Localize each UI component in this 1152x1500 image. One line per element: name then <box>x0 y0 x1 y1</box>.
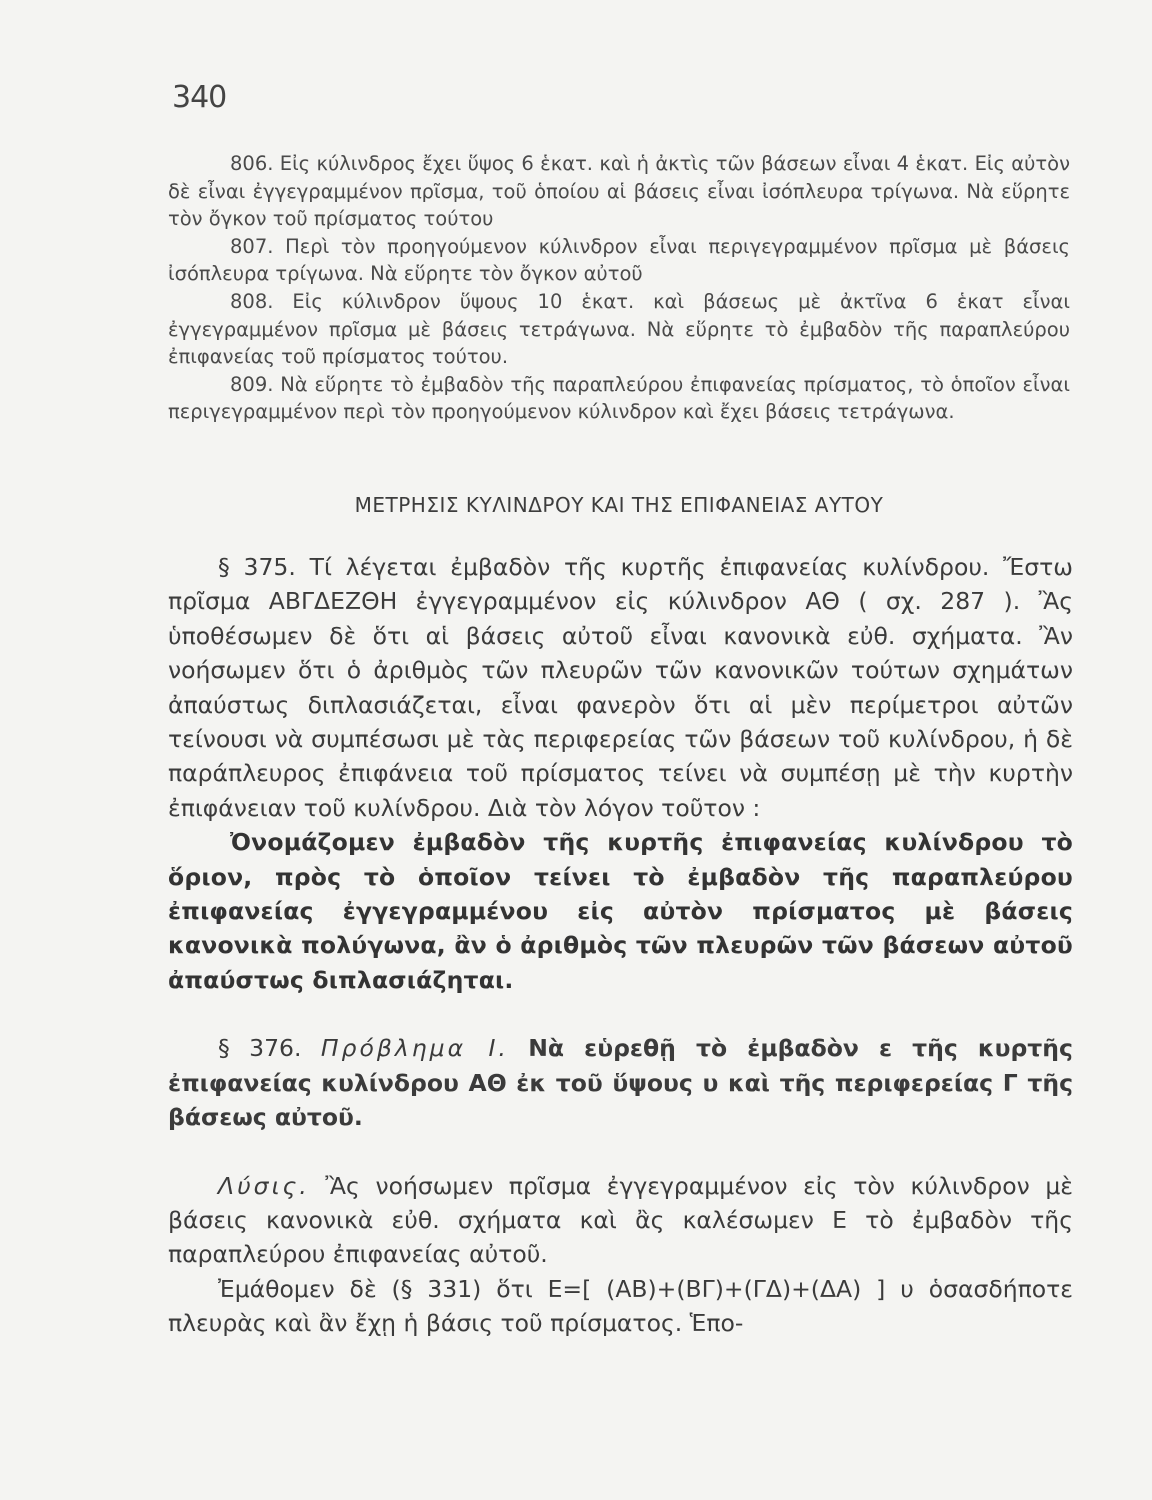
problem-statement: Νὰ εὑρεθῇ τὸ ἐμβαδὸν ε τῆς κυρτῆς ἐπιφανείας κυλίνδρου ΑΘ ἐκ τοῦ ὕψους υ καὶ τῆς περιφερείας Γ τῆς βάσεως αὐτοῦ. <box>168 1034 1073 1132</box>
exercise-list <box>168 150 1070 426</box>
solution-continuation: Ἐμάθομεν δὲ (§ 331) ὅτι Ε=[ (ΑΒ)+(ΒΓ)+(ΓΔ)+(ΔΑ) ] υ ὁσασδήποτε πλευρὰς καὶ ἂν ἔχῃ ἡ βάσις τοῦ πρίσματος. Ἑπο- <box>168 1274 1073 1338</box>
section-376-number: § 376. <box>218 1034 302 1063</box>
section-heading: ΜΕΤΡΗΣΙΣ ΚΥΛΙΝΔΡΟΥ ΚΑΙ ΤΗΣ ΕΠΙΦΑΝΕΙΑΣ ΑΥΤΟΥ <box>354 493 884 517</box>
solution-text: Ἂς νοήσωμεν πρῖσμα ἐγγεγραμμένον εἰς τὸν κύλινδρον μὲ βάσεις κανονικὰ εὐθ. σχήματα καὶ ἂς καλέσωμεν Ε τὸ ἐμβαδὸν τῆς παραπλεύρου ἐπιφανείας αὐτοῦ. <box>168 1171 1073 1269</box>
paragraph-376 <box>168 1031 1073 1134</box>
definition-paragraph: Ὀνομάζομεν ἐμβαδὸν τῆς κυρτῆς ἐπιφανείας κυλίνδρου τὸ ὅριον, πρὸς τὸ ὁποῖον τείνει τὸ ἐμβαδὸν τῆς παραπλεύρου ἐπιφανείας ἐγγεγραμμένου εἰς αὐτὸν πρίσματος μὲ βάσεις κανονικὰ πολύγωνα, ἂν ὁ ἀριθμὸς τῶν πλευρῶν τῶν βάσεων αὐτοῦ ἀπαύστως διπλασιάζηται. <box>168 828 1073 994</box>
problem-title: Πρόβλημα Ι. <box>320 1034 509 1063</box>
solution-paragraph <box>168 1169 1073 1272</box>
main-text <box>168 550 1073 1341</box>
exercise-809: 809. Νὰ εὕρητε τὸ ἐμβαδὸν τῆς παραπλεύρου ἐπιφανείας πρίσματος, τὸ ὁποῖον εἶναι περιγεγραμμένον περὶ τὸν προηγούμενον κύλινδρον καὶ ἔχει βάσεις τετράγωνα. <box>168 372 1070 424</box>
paragraph-375: § 375. Τί λέγεται ἐμβαδὸν τῆς κυρτῆς ἐπιφανείας κυλίνδρου. Ἔστω πρῖσμα ΑΒΓΔΕΖΘΗ ἐγγεγραμμένον εἰς κύλινδρον ΑΘ ( σχ. 287 ). Ἂς ὑποθέσωμεν δὲ ὅτι αἱ βάσεις αὐτοῦ εἶναι κανονικὰ εὐθ. σχήματα. Ἂν νοήσωμεν ὅτι ὁ ἀριθμὸς τῶν πλευρῶν τῶν κανονικῶν τούτων σχημάτων ἀπαύστως διπλασιάζεται, εἶναι φανερὸν ὅτι αἱ μὲν περίμετροι αὐτῶν τείνουσι νὰ συμπέσωσι μὲ τὰς περιφερείας τῶν βάσεων τοῦ κυλίνδρου, ἡ δὲ παράπλευρος ἐπιφάνεια τοῦ πρίσματος τείνει νὰ συμπέσῃ μὲ τὴν κυρτὴν ἐπιφάνειαν τοῦ κυλίνδρου. Διὰ τὸν λόγον τοῦτον : <box>168 553 1073 822</box>
exercise-808: 808. Εἰς κύλινδρον ὕψους 10 ἑκατ. καὶ βάσεως μὲ ἀκτῖνα 6 ἑκατ εἶναι ἐγγεγραμμένον πρῖσμα μὲ βάσεις τετράγωνα. Νὰ εὕρητε τὸ ἐμβαδὸν τῆς παραπλεύρου ἐπιφανείας τοῦ πρίσματος τούτου. <box>168 289 1070 369</box>
page-number: 340 <box>172 80 227 115</box>
exercise-807: 807. Περὶ τὸν προηγούμενον κύλινδρον εἶναι περιγεγραμμένον πρῖσμα μὲ βάσεις ἰσόπλευρα τρίγωνα. Νὰ εὕρητε τὸν ὄγκον αὐτοῦ <box>168 234 1070 286</box>
exercise-806: 806. Εἰς κύλινδρος ἔχει ὕψος 6 ἑκατ. καὶ ἡ ἀκτὶς τῶν βάσεων εἶναι 4 ἑκατ. Εἰς αὐτὸν δὲ εἶναι ἐγγεγραμμένον πρῖσμα, τοῦ ὁποίου αἱ βάσεις εἶναι ἰσόπλευρα τρίγωνα. Νὰ εὕρητε τὸν ὄγκον τοῦ πρίσματος τούτου <box>168 152 1070 231</box>
solution-label: Λύσις. <box>218 1171 310 1200</box>
